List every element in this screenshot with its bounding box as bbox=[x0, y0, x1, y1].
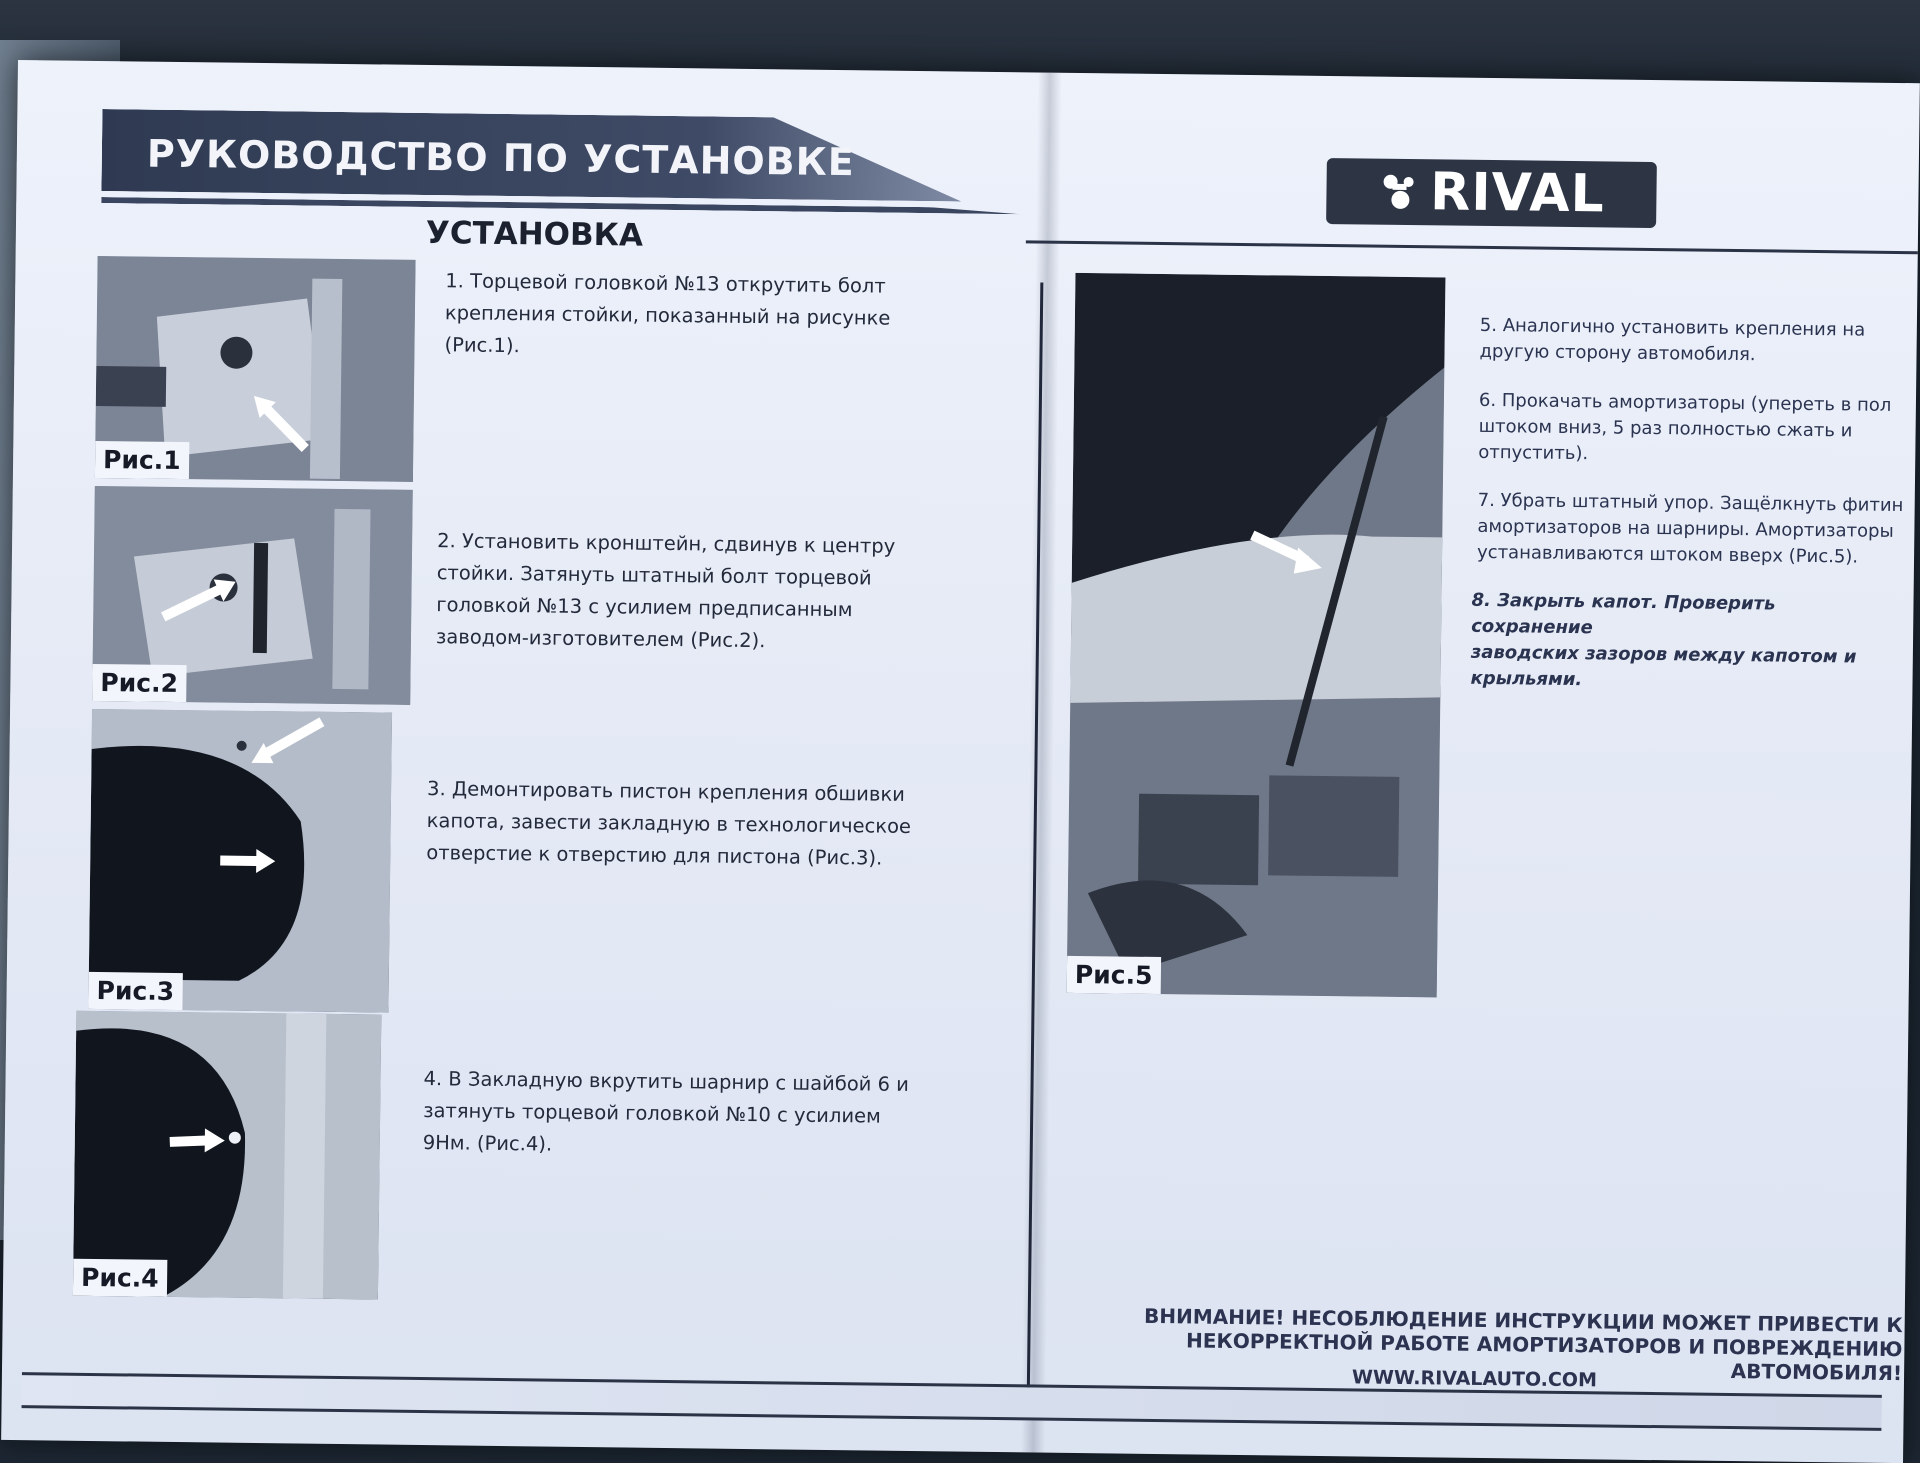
website-url: WWW.RIVALAUTO.COM bbox=[1352, 1366, 1597, 1391]
step-7-line: амортизаторов на шарниры. Амортизаторы bbox=[1477, 514, 1907, 545]
step-2-line: стойки. Затянуть штатный болт торцевой bbox=[437, 557, 917, 595]
figure-4-caption: Рис.4 bbox=[73, 1259, 167, 1297]
figure-1-caption: Рис.1 bbox=[95, 441, 189, 479]
figure-4-illustration bbox=[73, 1011, 381, 1300]
figure-4 bbox=[73, 1011, 381, 1300]
step-2-line: заводом-изготовителем (Рис.2). bbox=[436, 621, 916, 659]
step-4-line: затянуть торцевой головкой №10 с усилием bbox=[423, 1095, 943, 1133]
page-title: РУКОВОДСТВО ПО УСТАНОВКЕ bbox=[147, 132, 855, 185]
step-2-line: 2. Установить кронштейн, сдвинув к центру bbox=[437, 525, 917, 563]
step-8-line: 8. Закрыть капот. Проверить сохранение bbox=[1471, 588, 1902, 645]
step-6-line: штоком вниз, 5 раз полностью сжать и bbox=[1478, 414, 1908, 445]
step-7-line: устанавливаются штоком вверх (Рис.5). bbox=[1477, 540, 1907, 571]
step-8-line: заводских зазоров между капотом и bbox=[1471, 640, 1901, 671]
figure-3-caption: Рис.3 bbox=[88, 972, 182, 1010]
step-1-line: (Рис.1). bbox=[444, 329, 924, 367]
figure-3-illustration bbox=[88, 709, 392, 1013]
step-3-line: капота, завести закладную в технологическое bbox=[427, 805, 947, 843]
step-3-line: отверстие к отверстию для пистона (Рис.3). bbox=[426, 837, 946, 875]
step-6 bbox=[1478, 388, 1909, 471]
figure-1 bbox=[95, 256, 416, 482]
step-6-line: 6. Прокачать амортизаторы (упереть в пол bbox=[1479, 388, 1909, 419]
step-7 bbox=[1477, 488, 1908, 571]
header-divider bbox=[1026, 240, 1918, 254]
step-6-line: отпустить). bbox=[1478, 440, 1908, 471]
step-2 bbox=[436, 525, 918, 659]
figure-5 bbox=[1067, 273, 1446, 997]
figure-2-caption: Рис.2 bbox=[92, 664, 186, 702]
step-3-line: 3. Демонтировать пистон крепления обшивки bbox=[427, 773, 947, 811]
figure-3 bbox=[88, 709, 392, 1013]
instruction-booklet bbox=[1, 60, 1920, 1463]
step-8-line: крыльями. bbox=[1470, 666, 1900, 697]
step-5 bbox=[1479, 313, 1910, 370]
step-5-line: другую сторону автомобиля. bbox=[1479, 339, 1909, 370]
rival-logo bbox=[1326, 158, 1657, 228]
step-1-line: крепления стойки, показанный на рисунке bbox=[445, 297, 925, 335]
step-4 bbox=[423, 1063, 944, 1165]
rival-logo-icon bbox=[1378, 170, 1423, 215]
figure-5-illustration bbox=[1067, 273, 1446, 997]
warning-line: ВНИМАНИЕ! НЕСОБЛЮДЕНИЕ ИНСТРУКЦИИ МОЖЕТ ПРИВЕСТИ К bbox=[1083, 1303, 1903, 1337]
step-2-line: головкой №13 с усилием предписанным bbox=[436, 589, 916, 627]
step-1-line: 1. Торцевой головкой №13 открутить болт bbox=[445, 265, 925, 303]
step-3 bbox=[426, 773, 947, 875]
step-7-line: 7. Убрать штатный упор. Защёлкнуть фитин bbox=[1478, 488, 1908, 519]
figure-2 bbox=[92, 486, 413, 705]
step-8 bbox=[1470, 588, 1901, 697]
step-1 bbox=[444, 265, 925, 367]
section-title: УСТАНОВКА bbox=[426, 215, 643, 254]
step-4-line: 9Нм. (Рис.4). bbox=[423, 1127, 943, 1165]
logo-text: RIVAL bbox=[1430, 162, 1605, 224]
step-4-line: 4. В Закладную вкрутить шарнир с шайбой 6 и bbox=[423, 1063, 943, 1101]
step-5-line: 5. Аналогично установить крепления на bbox=[1480, 313, 1910, 344]
booklet-spine bbox=[1021, 72, 1062, 1452]
figure-5-caption: Рис.5 bbox=[1067, 956, 1161, 994]
warning-line: НЕКОРРЕКТНОЙ РАБОТЕ АМОРТИЗАТОРОВ И ПОВРЕЖДЕНИЮ АВТОМОБИЛЯ! bbox=[1082, 1327, 1903, 1385]
